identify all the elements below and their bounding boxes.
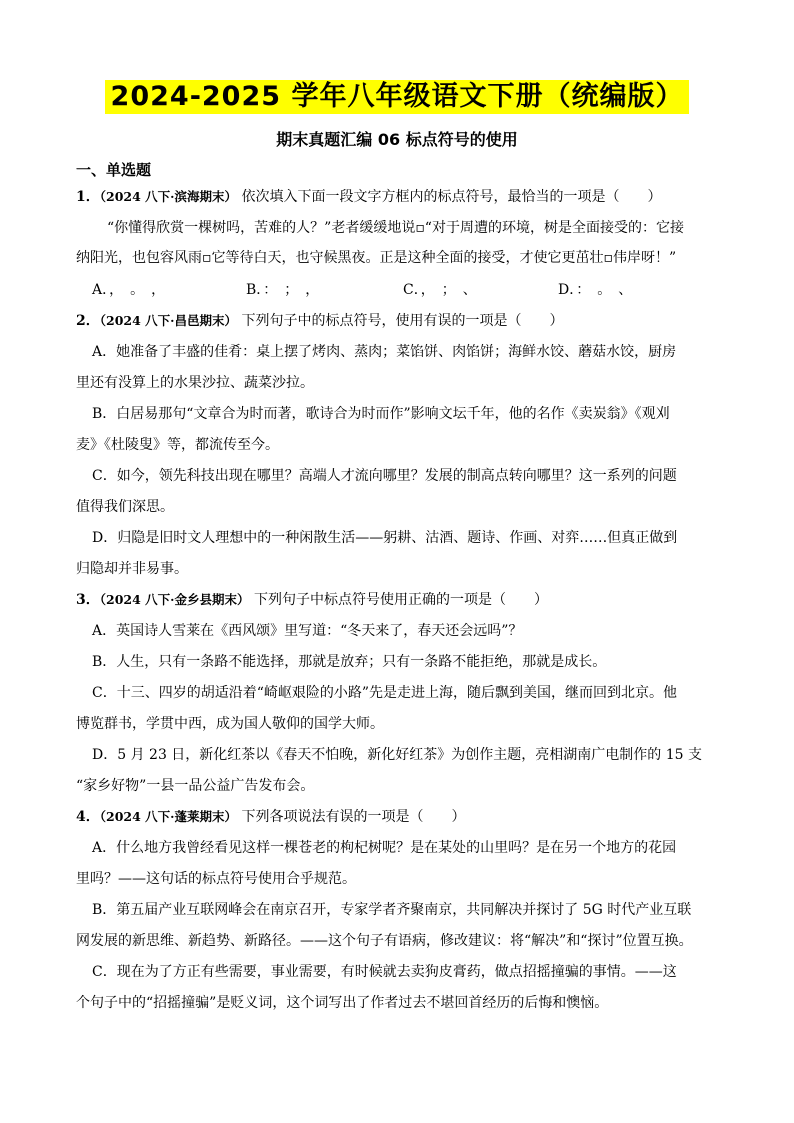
- option-a-line-1: A．她准备了丰盛的佳肴：桌上摆了烤肉、蒸肉；菜馅饼、肉馅饼；海鲜水饺、蘑菇水饺，厨房: [92, 344, 677, 360]
- question-4: [76, 807, 726, 827]
- option-b: B．： ； ，: [246, 282, 320, 298]
- page-title: 2024-2025 学年八年级语文下册（统编版）: [105, 80, 690, 114]
- option-a-line-1: A．英国诗人雪莱在《西风颂》里写道：“冬天来了，春天还会远吗”？: [92, 623, 523, 639]
- option-c-line-2: 值得我们深思。: [76, 499, 174, 515]
- question-2: [76, 311, 726, 331]
- question-source: （2024 八下·昌邑期末）: [99, 313, 237, 328]
- option-d-line-1: D．5 月 23 日，新化红茶以《春天不怕晚，新化好红茶》为创作主题，亮相湖南广电制作的 15 支: [92, 747, 703, 763]
- option-c-line-2: 个句子中的“招摇撞骗”是贬义词，这个词写出了作者过去不堪回首经历的后悔和懊恼。: [76, 995, 609, 1011]
- option-a-line-2: 里还有没算上的水果沙拉、蔬菜沙拉。: [76, 375, 314, 391]
- option-b-line-1: B．白居易那句“文章合为时而著，歌诗合为时而作”影响文坛千年，他的名作《卖炭翁》《观刈: [92, 406, 670, 422]
- question-3: [76, 590, 726, 610]
- option-d-line-2: 归隐却并非易事。: [76, 561, 188, 577]
- option-b-line-1: B．第五届产业互联网峰会在南京召开，专家学者齐聚南京，共同解决并探讨了 5G 时代产业互联: [92, 902, 692, 918]
- option-d-line-1: D．归隐是旧时文人理想中的一种闲散生活——躬耕、沽酒、题诗、作画、对弈……但真正做到: [92, 530, 678, 546]
- option-c-line-1: C．十三、四岁的胡适沿着“崎岖艰险的小路”先是走进上海，随后飘到美国，继而回到北京。他: [92, 685, 678, 701]
- question-stem: 下列各项说法有误的一项是（ ）: [241, 809, 466, 825]
- question-1-passage-line-1: “你懂得欣赏一棵树吗，苦难的人？”老者缓缓地说▫“对于周遭的环境，树是全面接受的：它接: [107, 220, 684, 236]
- section-heading: 一、单选题: [76, 161, 152, 179]
- question-stem: 下列句子中的标点符号，使用有误的一项是（ ）: [241, 313, 564, 329]
- question-1-passage-line-2: 纳阳光，也包容风雨▫它等待白天，也守候黑夜。正是这种全面的接受，才使它更茁壮▫伟岸呀！”: [76, 250, 677, 266]
- question-source: （2024 八下·滨海期末）: [99, 189, 237, 204]
- question-stem: 依次填入下面一段文字方框内的标点符号，最恰当的一项是（ ）: [241, 189, 662, 205]
- option-d-line-2: “家乡好物”一县一品公益广告发布会。: [76, 778, 315, 794]
- page-subtitle: 期末真题汇编 06 标点符号的使用: [276, 130, 518, 149]
- option-b-line-2: 网发展的新思维、新趋势、新路径。——这个句子有语病，修改建议：将“解决”和“探讨”位置互换。: [76, 933, 693, 949]
- question-number: 2．: [76, 313, 100, 329]
- question-number: 4．: [76, 809, 100, 825]
- option-a-line-1: A．什么地方我曾经看见这样一棵苍老的枸杞树呢？是在某处的山里吗？是在另一个地方的花园: [92, 840, 677, 856]
- option-c: C．， ； 、: [403, 282, 477, 298]
- question-source: （2024 八下·金乡县期末）: [99, 592, 250, 607]
- question-stem: 下列句子中标点符号使用正确的一项是（ ）: [253, 592, 548, 608]
- option-b-line-1: B．人生，只有一条路不能选择，那就是放弃；只有一条路不能拒绝，那就是成长。: [92, 654, 607, 670]
- question-number: 3．: [76, 592, 100, 608]
- question-number: 1．: [76, 189, 100, 205]
- option-a-line-2: 里吗？——这句话的标点符号使用合乎规范。: [76, 871, 356, 887]
- title-block: [0, 80, 794, 114]
- question-1: [76, 187, 726, 207]
- option-c-line-1: C．如今，领先科技出现在哪里？高端人才流向哪里？发展的制高点转向哪里？这一系列的问题: [92, 468, 677, 484]
- option-d: D．： 。 、: [558, 282, 633, 298]
- option-c-line-2: 博览群书，学贯中西，成为国人敬仰的国学大师。: [76, 716, 384, 732]
- option-b-line-2: 麦》《杜陵叟》等，都流传至今。: [76, 437, 279, 453]
- question-source: （2024 八下·蓬莱期末）: [99, 809, 237, 824]
- option-c-line-1: C．现在为了方正有些需要，事业需要，有时候就去卖狗皮膏药，做点招摇撞骗的事情。——这: [92, 964, 677, 980]
- option-a: A．， 。 ，: [92, 282, 166, 298]
